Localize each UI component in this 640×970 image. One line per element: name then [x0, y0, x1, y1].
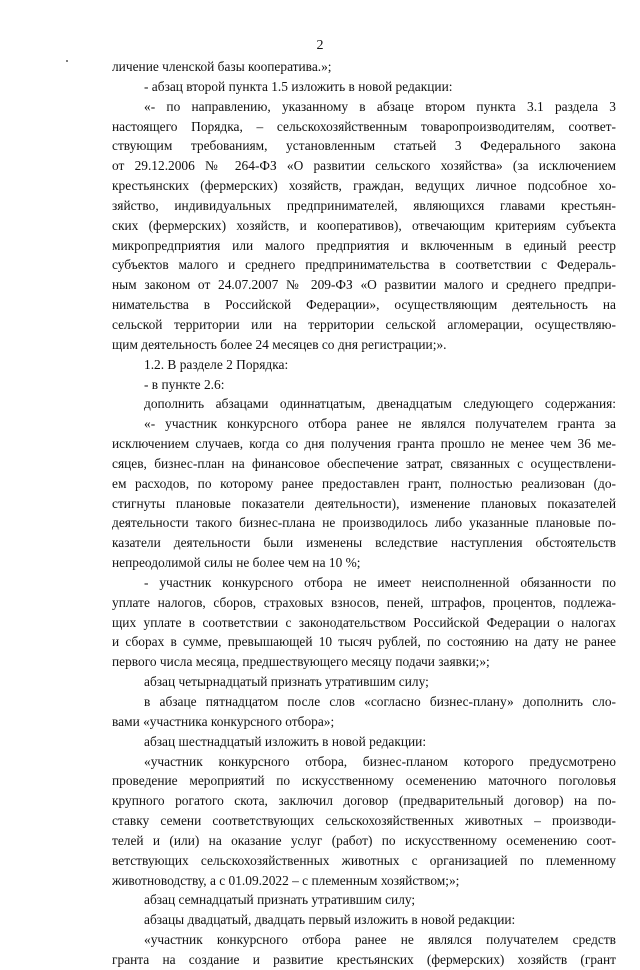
text-line: микропредприятия или малого предприятия и включенным в единый реестр: [112, 237, 616, 253]
text-line: от 29.12.2006 № 264-ФЗ «О развитии сельского хозяйства» (за исключением: [112, 158, 616, 174]
text-line: ным законом от 24.07.2007 № 209-ФЗ «О развитии малого и среднего предпри-: [112, 277, 616, 293]
scan-speck: [66, 60, 68, 62]
text-line: настоящего Порядка, – сельскохозяйственным товаропроизводителям, соответ-: [112, 118, 616, 134]
text-line: субъектов малого и среднего предпринимательства в соответствии с Федераль-: [112, 257, 616, 273]
text-line: исключением случаев, когда со дня получения гранта прошло не менее чем 36 ме-: [112, 436, 616, 452]
text-line: в абзаце пятнадцатом после слов «согласно бизнес-плану» дополнить сло-: [144, 694, 616, 709]
text-line: зяйство, индивидуальных предпринимателей, являющихся главами крестьян-: [112, 197, 616, 213]
document-body: [112, 57, 616, 970]
text-line: животноводству, а с 01.09.2022 – с племенным хозяйством;»;: [112, 872, 460, 888]
text-line: ветствующих сельскохозяйственных животных с организацией по племенному: [112, 852, 616, 868]
text-line: - в пункте 2.6:: [144, 376, 225, 392]
text-line: ставку семени соответствующих сельскохозяйственных животных – производи-: [112, 813, 616, 829]
text-line: уплате налогов, сборов, страховых взносов, пеней, штрафов, процентов, подлежа-: [112, 594, 616, 610]
text-line: ем расходов, по которому ранее предоставлен грант, полностью реализован (до-: [112, 475, 616, 491]
text-line: абзац четырнадцатый признать утратившим силу;: [144, 674, 429, 690]
text-line: вами «участника конкурсного отбора»;: [112, 713, 335, 729]
text-line: проведение мероприятий по искусственному осеменению маточного поголовья: [112, 773, 616, 789]
page-number: 2: [316, 38, 324, 53]
text-line: нимательства в Российской Федерации», осуществляющим деятельность на: [112, 297, 616, 313]
text-line: - абзац второй пункта 1.5 изложить в новой редакции:: [144, 78, 453, 94]
text-line: 1.2. В разделе 2 Порядка:: [144, 356, 289, 372]
text-line: крупного рогатого скота, заключил договор (предварительный договор) на по-: [112, 793, 616, 809]
text-line: казатели деятельности были изменены вследствие наступления обстоятельств: [112, 535, 616, 551]
text-line: первого числа месяца, предшествующего месяцу подачи заявки;»;: [112, 654, 490, 670]
text-line: сельской территории или на территории сельской агломерации, осуществляю-: [112, 316, 616, 332]
text-line: «- участник конкурсного отбора ранее не являлся получателем гранта за: [144, 416, 616, 432]
text-line: дополнить абзацами одиннатцатым, двенадцатым следующего содержания:: [144, 396, 616, 412]
text-line: стигнуты плановые показатели деятельности), изменение плановых показателей: [112, 495, 616, 511]
text-line: «участник конкурсного отбора, бизнес-планом которого предусмотрено: [144, 753, 616, 769]
text-line: личение членской базы кооператива.»;: [112, 59, 332, 74]
text-line: телей и (или) на оказание услуг (работ) по искусственному осеменению соот-: [112, 832, 616, 848]
text-line: абзацы двадцатый, двадцать первый изложить в новой редакции:: [144, 912, 516, 928]
text-line: абзац семнадцатый признать утратившим силу;: [144, 892, 416, 908]
text-line: абзац шестнадцатый изложить в новой редакции:: [144, 733, 427, 749]
text-line: ских (фермерских) хозяйств, и кооперативов), отвечающим критериям субъекта: [112, 217, 616, 233]
text-line: ствующим требованиям, установленным статьей 3 Федерального закона: [112, 138, 616, 154]
text-line: «- по направлению, указанному в абзаце втором пункта 3.1 раздела 3: [144, 98, 616, 114]
text-line: гранта на создание и развитие крестьянских (фермерских) хозяйств (грант: [112, 951, 616, 967]
text-line: сяцев, бизнес-план на финансовое обеспечение затрат, связанных с осуществлени-: [112, 455, 616, 471]
text-line: щим деятельность более 24 месяцев со дня регистрации;».: [112, 336, 447, 352]
text-line: «участник конкурсного отбора ранее не являлся получателем средств: [144, 932, 616, 948]
text-line: деятельности такого бизнес-плана не производилось либо указанные плановые по-: [112, 515, 616, 531]
text-line: и сборах в сумме, превышающей 10 тысяч рублей, по состоянию на дату не ранее: [112, 634, 616, 650]
text-line: щих уплате в соответствии с законодательством Российской Федерации о налогах: [112, 614, 616, 630]
text-line: крестьянских (фермерских) хозяйств, граждан, ведущих личное подсобное хо-: [112, 178, 616, 194]
text-line: - участник конкурсного отбора не имеет неисполненной обязанности по: [144, 574, 616, 590]
text-line: непреодолимой силы не более чем на 10 %;: [112, 555, 361, 571]
